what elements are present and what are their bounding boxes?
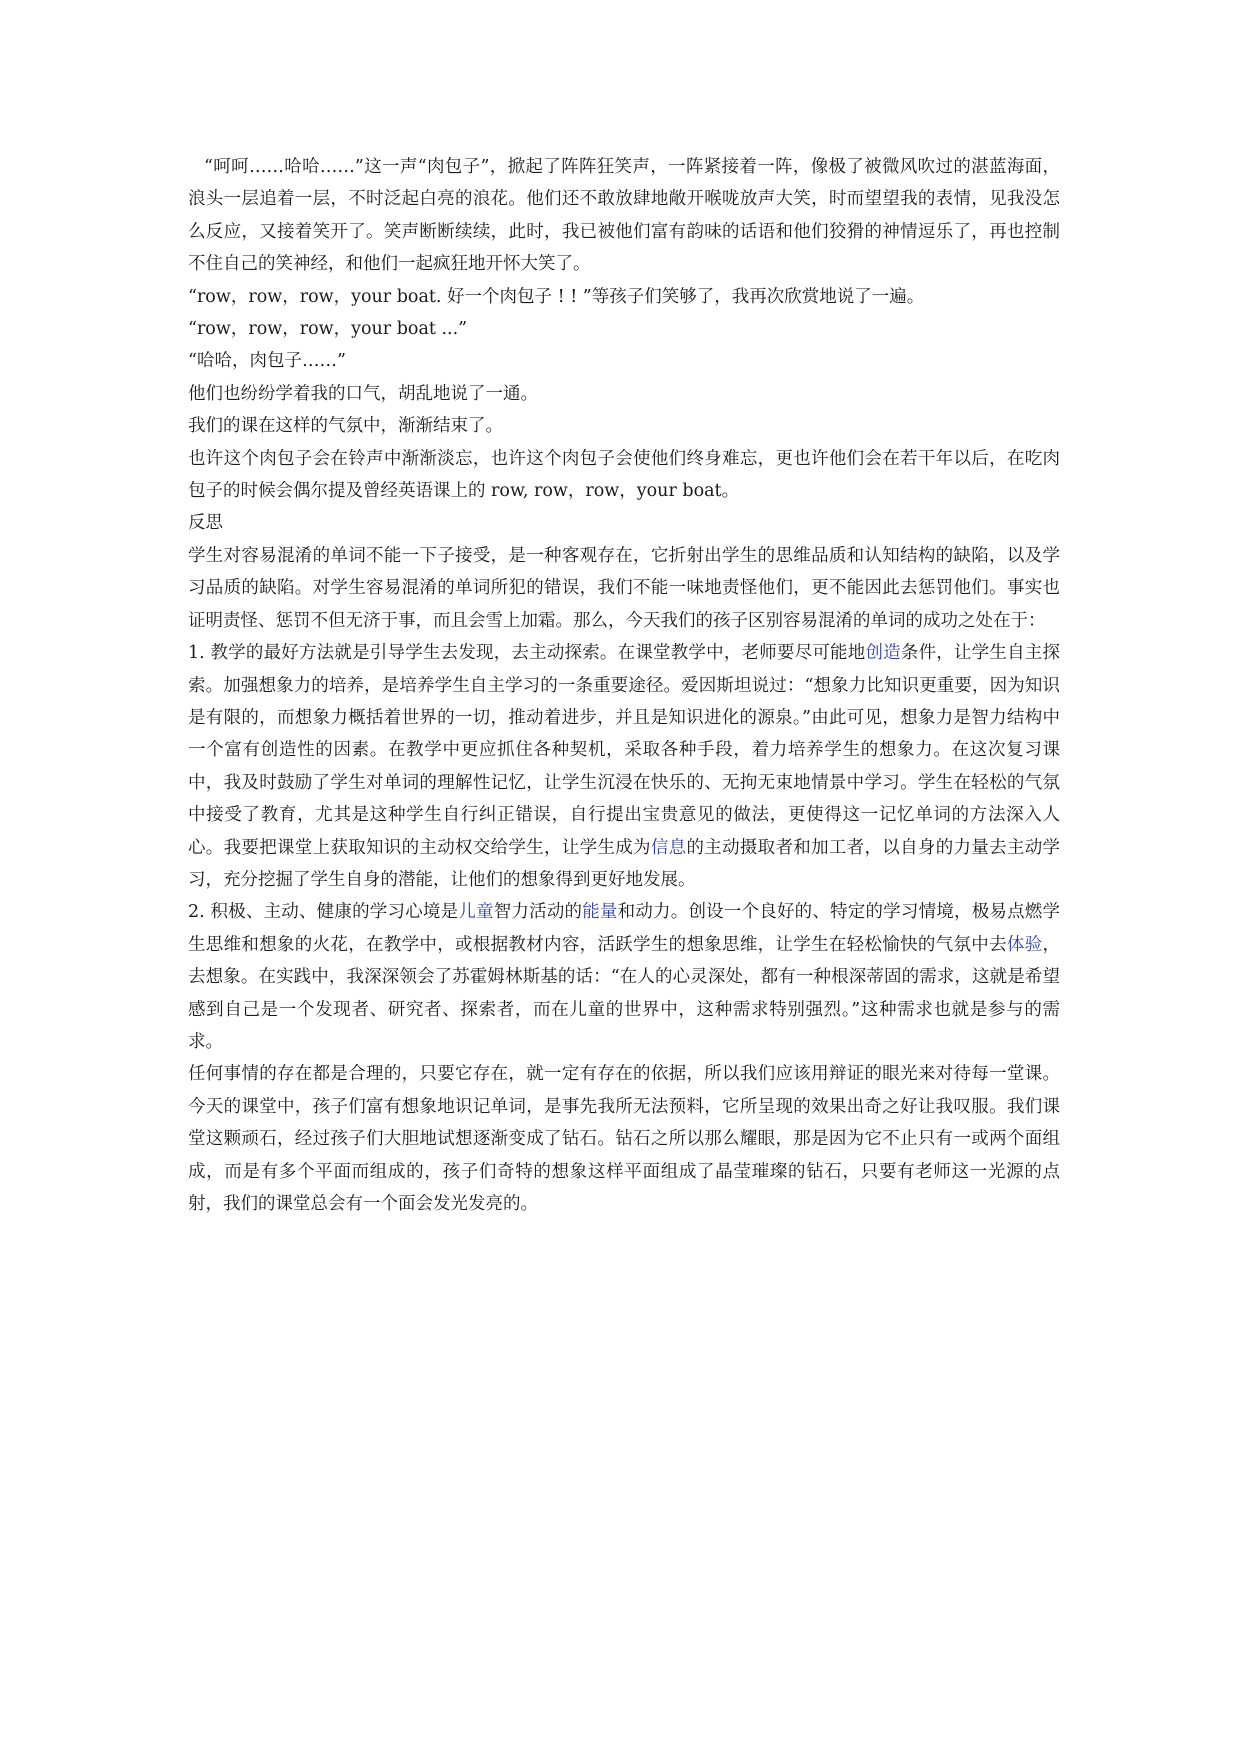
paragraph — [188, 281, 1060, 313]
inline-link[interactable]: 能量 — [582, 902, 618, 923]
inline-link[interactable]: 体验 — [1006, 934, 1043, 955]
document-body — [188, 151, 1060, 1220]
inline-link[interactable]: 儿童 — [458, 902, 494, 923]
paragraph — [188, 378, 1060, 410]
paragraph-text: 智力活动的 — [493, 902, 583, 923]
paragraph-text: 学生对容易混淆的单词不能一下子接受，是一种客观存在，它折射出学生的思维品质和认知结构的缺陷，以及学习品质的缺陷。对学生容易混淆的单词所犯的错误，我们不能一味地责怪他们，更不能因此去惩罚他们。事实也证明责怪、惩罚不但无济于事，而且会雪上加霜。那么，今天我们的孩子区别容易混淆的单词的成功之处在于： — [188, 545, 1060, 631]
inline-link[interactable]: 信息 — [650, 837, 687, 858]
paragraph-text: 条件，让学生自主探索。加强想象力的培养，是培养学生自主学习的一条重要途径。爱因斯坦说过：“想象力比知识更重要，因为知识是有限的，而想象力概括着世界的一切，推动着进步，并且是知识进化的源泉。”由此可见，想象力是智力结构中一个富有创造性的因素。在教学中更应抓住各种契机，采取各种手段，着力培养学生的想象力。在这次复习课中，我及时鼓励了学生对单词的理解性记忆，让学生沉浸在快乐的、无拘无束地情景中学习。学生在轻松的气氛中接受了教育，尤其是这种学生自行纠正错误，自行提出宝贵意见的做法，更使得这一记忆单词的方法深入人心。我要把课堂上获取知识的主动权交给学生，让学生成为 — [188, 643, 1060, 858]
paragraph-text: 1. 教学的最好方法就是引导学生去发现，去主动探索。在课堂教学中，老师要尽可能地 — [188, 643, 866, 664]
paragraph — [188, 313, 1060, 345]
paragraph-text: 反思 — [188, 513, 223, 534]
paragraph — [188, 151, 1060, 281]
paragraph-text: ，去想象。在实践中，我深深领会了苏霍姆林斯基的话：“在人的心灵深处，都有一种根深蒂固的需求，这就是希望感到自己是一个发现者、研究者、探索者，而在儿童的世界中，这种需求特别强烈。”这种需求也就是参与的需求。 — [188, 934, 1061, 1052]
paragraph — [188, 637, 1060, 896]
paragraph-text: 和动力。创设一个良好的、特定的学习情境，极易点燃学生思维和想象的火花，在教学中，或根据教材内容，活跃学生的想象思维，让学生在轻松愉快的气氛中去 — [188, 902, 1061, 955]
paragraph-text: 我们的课在这样的气氛中，渐渐结束了。 — [188, 416, 503, 437]
paragraph — [188, 507, 1060, 539]
paragraph-text: 2. 积极、主动、健康的学习心境是 — [188, 902, 459, 923]
paragraph-text: 他们也纷纷学着我的口气，胡乱地说了一通。 — [188, 383, 538, 404]
paragraph — [188, 410, 1060, 442]
paragraph — [188, 345, 1060, 377]
paragraph-text: “row，row，row，your boat ...” — [188, 319, 468, 340]
paragraph — [188, 1058, 1060, 1220]
paragraph-text: 任何事情的存在都是合理的，只要它存在，就一定有存在的依据，所以我们应该用辩证的眼光来对待每一堂课。今天的课堂中，孩子们富有想象地识记单词，是事先我所无法预料，它所呈现的效果出奇之好让我叹服。我们课堂这颗顽石，经过孩子们大胆地试想逐渐变成了钻石。钻石之所以那么耀眼，那是因为它不止只有一或两个面组成，而是有多个平面而组成的，孩子们奇特的想象这样平面组成了晶莹璀璨的钻石，只要有老师这一光源的点射，我们的课堂总会有一个面会发光发亮的。 — [188, 1064, 1060, 1214]
paragraph — [188, 896, 1060, 1058]
paragraph — [188, 443, 1060, 508]
inline-link[interactable]: 创造 — [865, 643, 901, 664]
paragraph-text: “哈哈，肉包子……” — [188, 351, 346, 372]
paragraph-text: “row，row，row，your boat. 好一个肉包子 ! ! ”等孩子们笑够了，我再次欣赏地说了一遍。 — [188, 286, 925, 307]
paragraph-text: 也许这个肉包子会在铃声中渐渐淡忘，也许这个肉包子会使他们终身难忘，更也许他们会在若干年以后，在吃肉包子的时候会偶尔提及曾经英语课上的 row, row，row，your boat。 — [188, 448, 1060, 502]
paragraph-text: 的主动摄取者和加工者，以自身的力量去主动学习，充分挖掘了学生自身的潜能，让他们的想象得到更好地发展。 — [188, 837, 1061, 890]
paragraph-text: “呵呵……哈哈……”这一声“肉包子”，掀起了阵阵狂笑声，一阵紧接着一阵，像极了被微风吹过的湛蓝海面，浪头一层追着一层，不时泛起白亮的浪花。他们还不敢放肆地敞开喉咙放声大笑，时而望望我的表情，见我没怎么反应，又接着笑开了。笑声断断续续，此时，我已被他们富有韵味的话语和他们狡猾的神情逗乐了，再也控制不住自己的笑神经，和他们一起疯狂地开怀大笑了。 — [188, 157, 1060, 275]
paragraph — [188, 540, 1060, 637]
